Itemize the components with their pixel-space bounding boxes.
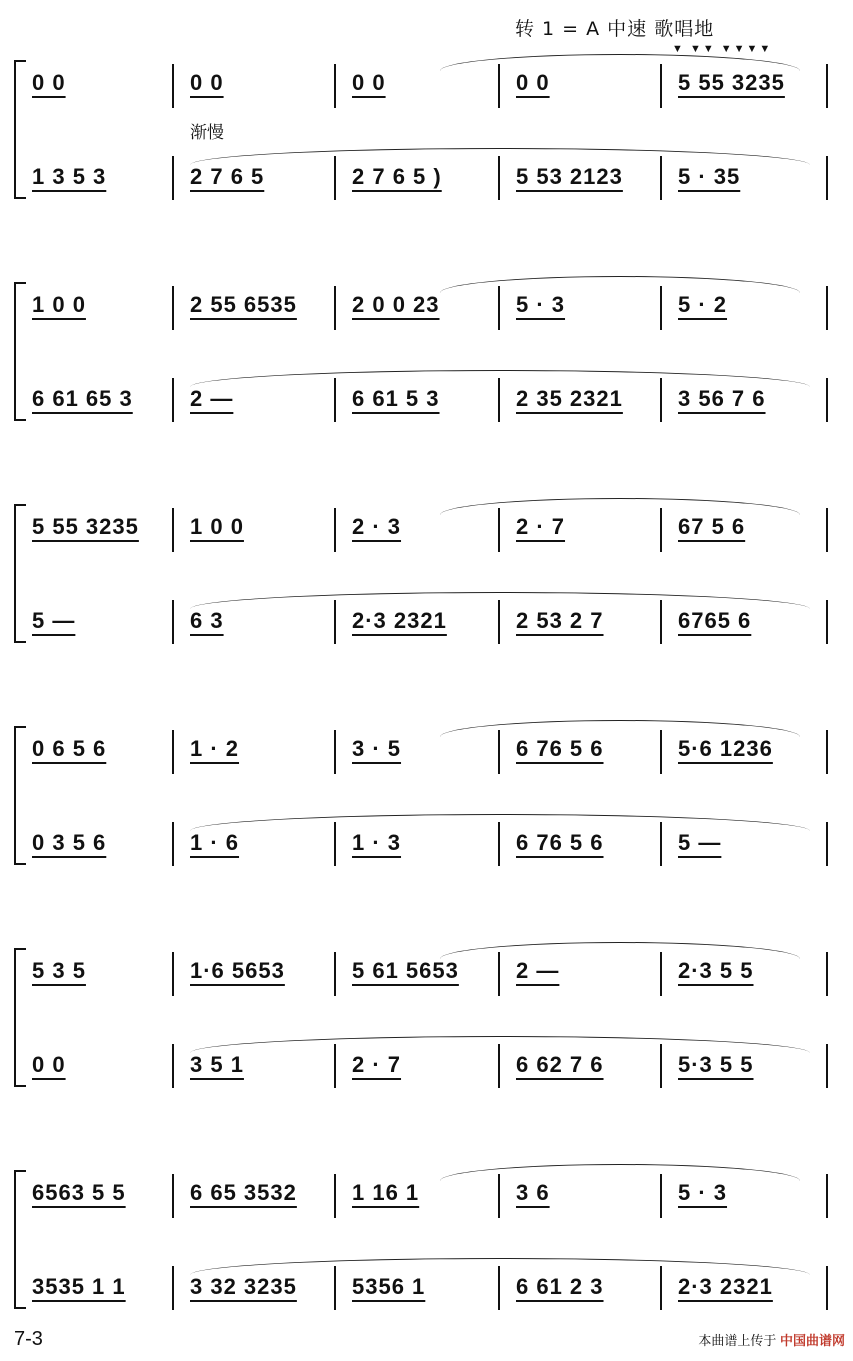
upper-measure: 2·3 5 5	[678, 958, 754, 983]
upper-measure: 3 · 5	[352, 736, 402, 761]
lower-measure: 5 —	[32, 608, 76, 633]
lower-measure: 6 61 2 3	[516, 1274, 604, 1299]
upper-measure: 5 · 3	[516, 292, 566, 317]
upload-note: 本曲谱上传于	[698, 1333, 777, 1348]
upper-measure: 5 · 3	[678, 1180, 728, 1205]
lower-measure: 5 53 2123	[516, 164, 623, 189]
lower-measure: 6 76 5 6	[516, 830, 604, 855]
upper-measure: 0 0	[190, 70, 224, 95]
upper-measure: 1·6 5653	[190, 958, 285, 983]
bar-line	[172, 156, 174, 200]
lower-measure: 2 35 2321	[516, 386, 623, 411]
upper-measure: 6 65 3532	[190, 1180, 297, 1205]
lower-measure: 6 61 5 3	[352, 386, 440, 411]
upper-measure: 2 —	[516, 958, 560, 983]
lower-measure: 5·3 5 5	[678, 1052, 754, 1077]
lower-measure: 0 3 5 6	[32, 830, 107, 855]
bar-line	[334, 730, 336, 774]
lower-measure: 5 —	[678, 830, 722, 855]
bar-line	[826, 730, 828, 774]
upper-measure: 5 61 5653	[352, 958, 459, 983]
lower-measure: 6 62 7 6	[516, 1052, 604, 1077]
bar-line	[826, 64, 828, 108]
bar-line	[334, 508, 336, 552]
upper-measure: 1 0 0	[32, 292, 86, 317]
upper-measure: 2 55 6535	[190, 292, 297, 317]
lower-measure: 2 —	[190, 386, 234, 411]
key-change-header: 转 1 = A 中速 歌唱地	[515, 18, 715, 40]
bar-line	[172, 1266, 174, 1310]
lower-measure: 2 7 6 5	[190, 164, 265, 189]
upper-measure: 67 5 6	[678, 514, 746, 539]
lower-measure: 2·3 2321	[678, 1274, 773, 1299]
system-bracket	[14, 948, 26, 1087]
lower-measure: 3 5 1	[190, 1052, 244, 1077]
bar-line	[172, 286, 174, 330]
upper-measure: 1 16 1	[352, 1180, 420, 1205]
slur-arc	[190, 148, 810, 165]
system-bracket	[14, 282, 26, 421]
bar-line	[826, 286, 828, 330]
system-bracket	[14, 726, 26, 865]
lower-measure: 3535 1 1	[32, 1274, 126, 1299]
bar-line	[334, 952, 336, 996]
slur-arc	[440, 54, 800, 71]
bar-line	[172, 1174, 174, 1218]
bar-line	[172, 1044, 174, 1088]
slur-arc	[190, 1258, 810, 1275]
upper-measure: 5 3 5	[32, 958, 86, 983]
system-bracket	[14, 1170, 26, 1309]
bar-line	[826, 1266, 828, 1310]
upper-measure: 5 · 2	[678, 292, 728, 317]
slur-arc	[440, 498, 800, 515]
bar-line	[826, 822, 828, 866]
system-bracket	[14, 60, 26, 199]
lower-measure: 5 · 35	[678, 164, 741, 189]
footer-site	[698, 1330, 845, 1349]
lower-measure: 6 61 65 3	[32, 386, 133, 411]
upper-measure: 5 55 3235	[32, 514, 139, 539]
system-bracket	[14, 504, 26, 643]
upper-measure: 2 · 3	[352, 514, 402, 539]
bar-line	[826, 600, 828, 644]
slur-arc	[440, 720, 800, 737]
lower-measure: 3 32 3235	[190, 1274, 297, 1299]
upper-measure: 1 · 2	[190, 736, 240, 761]
lower-measure: 1 · 3	[352, 830, 402, 855]
slur-arc	[440, 1164, 800, 1181]
upper-measure: 6 76 5 6	[516, 736, 604, 761]
accent-marks-header: ▼ ▼▼ ▼▼▼▼	[672, 43, 773, 55]
upper-measure: 2 · 7	[516, 514, 566, 539]
bar-line	[826, 1174, 828, 1218]
upper-measure: 3 6	[516, 1180, 550, 1205]
slur-arc	[440, 276, 800, 293]
bar-line	[826, 1044, 828, 1088]
lower-measure: 5356 1	[352, 1274, 426, 1299]
bar-line	[172, 730, 174, 774]
upper-measure: 6563 5 5	[32, 1180, 126, 1205]
upper-measure: 2 0 0 23	[352, 292, 440, 317]
bar-line	[172, 952, 174, 996]
lower-measure: 6765 6	[678, 608, 752, 633]
bar-line	[826, 952, 828, 996]
bar-line	[334, 1174, 336, 1218]
upper-measure: 0 0	[32, 70, 66, 95]
bar-line	[826, 156, 828, 200]
lower-measure: 0 0	[32, 1052, 66, 1077]
slur-arc	[190, 1036, 810, 1053]
upper-measure: 5 55 3235	[678, 70, 785, 95]
bar-line	[172, 600, 174, 644]
bar-line	[172, 378, 174, 422]
bar-line	[172, 822, 174, 866]
page-number: 7-3	[14, 1328, 43, 1350]
upper-measure: 0 6 5 6	[32, 736, 107, 761]
slur-arc	[440, 942, 800, 959]
lower-measure: 1 · 6	[190, 830, 240, 855]
slur-arc	[190, 592, 810, 609]
bar-line	[172, 64, 174, 108]
bar-line	[334, 64, 336, 108]
lower-measure: 3 56 7 6	[678, 386, 766, 411]
slur-arc	[190, 370, 810, 387]
upper-measure: 1 0 0	[190, 514, 244, 539]
lower-measure: 2 53 2 7	[516, 608, 604, 633]
bar-line	[334, 286, 336, 330]
upper-measure: 0 0	[516, 70, 550, 95]
upper-measure: 0 0	[352, 70, 386, 95]
lower-measure: 2·3 2321	[352, 608, 447, 633]
lower-measure: 2 7 6 5 )	[352, 164, 442, 189]
bar-line	[172, 508, 174, 552]
lower-measure: 2 · 7	[352, 1052, 402, 1077]
bar-line	[826, 378, 828, 422]
site-logo: 中国曲谱网	[779, 1333, 845, 1348]
lower-measure: 6 3	[190, 608, 224, 633]
slur-arc	[190, 814, 810, 831]
lower-measure: 1 3 5 3	[32, 164, 107, 189]
bar-line	[826, 508, 828, 552]
tempo-mark-jianman: 渐慢	[190, 123, 224, 143]
upper-measure: 5·6 1236	[678, 736, 773, 761]
